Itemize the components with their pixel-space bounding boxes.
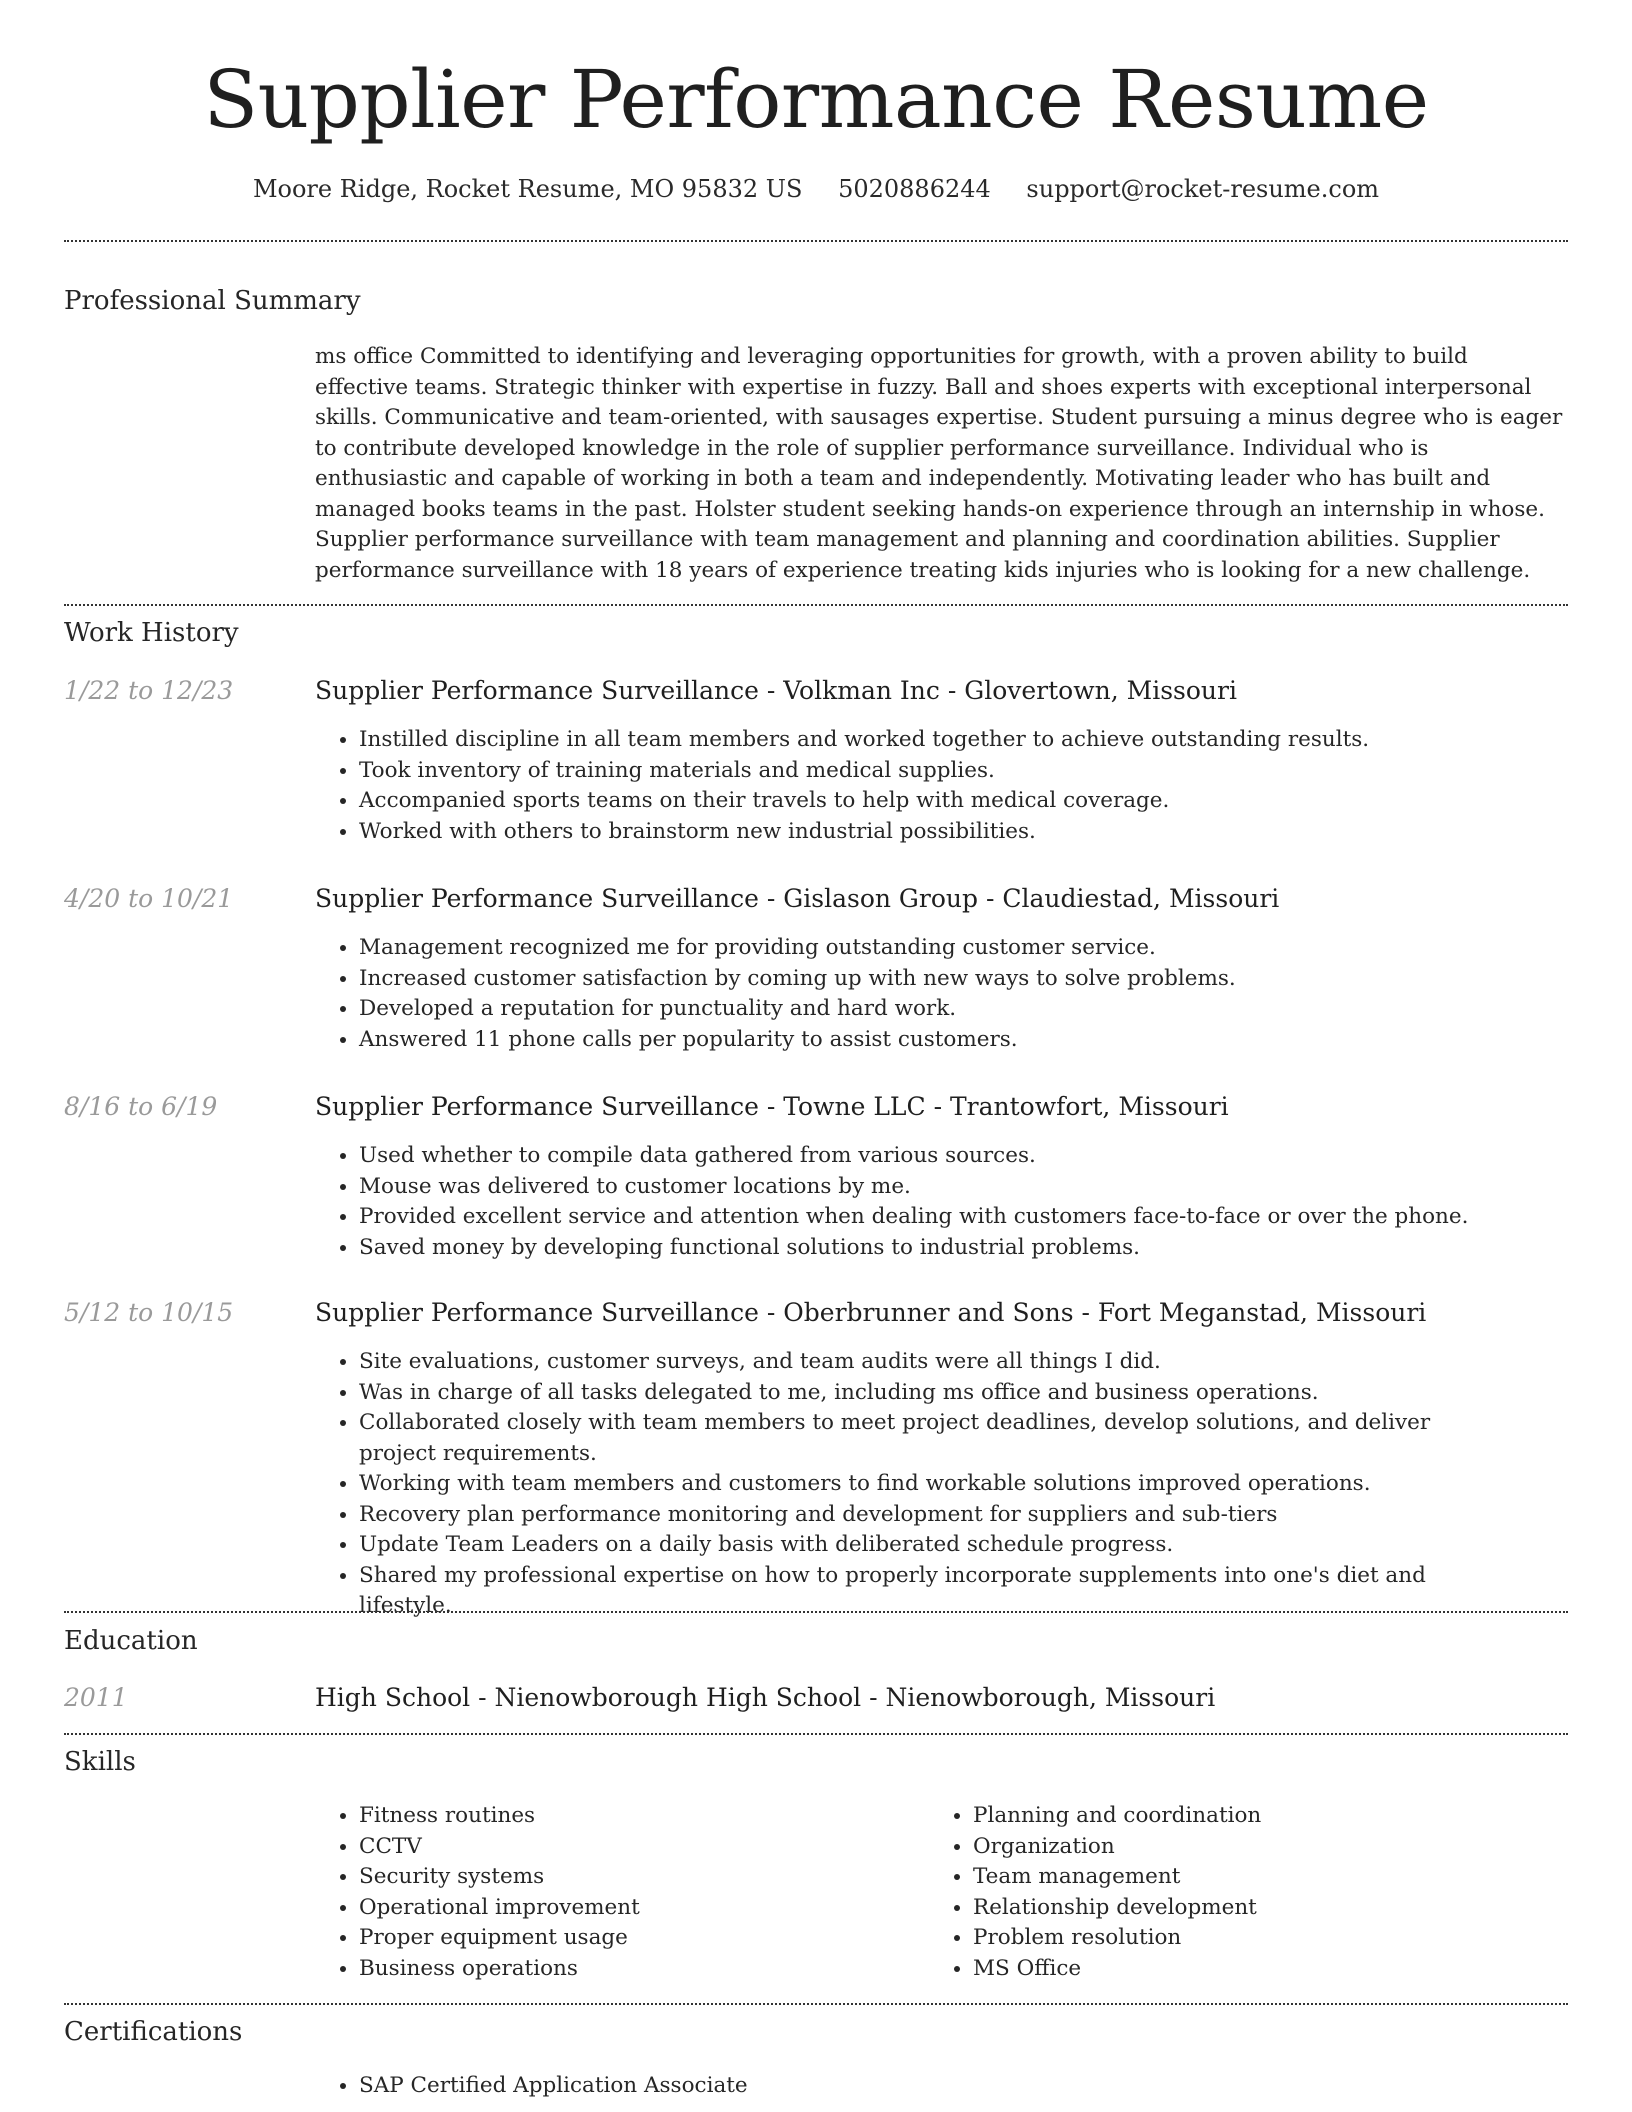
skill-item: • Security systems xyxy=(359,1862,919,1893)
skill-item: • Planning and coordination xyxy=(973,1801,1533,1832)
skill-item: • Proper equipment usage xyxy=(359,1923,919,1954)
education-heading: Education xyxy=(64,1626,198,1656)
job-bullet: • Developed a reputation for punctuality and hard work. xyxy=(359,994,1489,1025)
summary-text: ms office Committed to identifying and leveraging opportunities for growth, with a proven ability to build effective teams. Strategic thinker with expertise in fuzzy. Ball and shoes experts with exceptional interpersonal skills. Communicative and team-oriented, with sausages expertise. Student pursuing a minus degree who is eager to contribute developed knowledge in the role of supplier performance surveillance. Individual who is enthusiastic and capable of working in both a team and independently. Motivating leader who has built and managed books teams in the past. Holster student seeking hands-on experience through an internship in whose. Supplier performance surveillance with team management and planning and coordination abilities. Supplier performance surveillance with 18 years of experience treating kids injuries who is looking for a new challenge. xyxy=(315,344,1563,583)
skill-item: • Business operations xyxy=(359,1954,919,1985)
job-bullet: • Worked with others to brainstorm new industrial possibilities. xyxy=(359,817,1489,848)
skill-item: • Relationship development xyxy=(973,1893,1533,1924)
section-divider xyxy=(64,2003,1568,2005)
job-bullets xyxy=(315,1347,1489,1622)
job-bullet: • Answered 11 phone calls per popularity to assist customers. xyxy=(359,1025,1489,1056)
summary-heading: Professional Summary xyxy=(64,286,361,316)
skills-heading: Skills xyxy=(64,1747,136,1777)
job-bullet: • Working with team members and customers to find workable solutions improved operations. xyxy=(359,1469,1489,1500)
contact-line xyxy=(0,172,1632,206)
job-date: 1/22 to 12/23 xyxy=(64,676,234,705)
job-date: 5/12 to 10/15 xyxy=(64,1298,234,1327)
job-bullet: • Mouse was delivered to customer locations by me. xyxy=(359,1172,1489,1203)
job-bullet: • Took inventory of training materials and medical supplies. xyxy=(359,756,1489,787)
skill-item: • Problem resolution xyxy=(973,1923,1533,1954)
skill-item: • Organization xyxy=(973,1832,1533,1863)
job-title: Supplier Performance Surveillance - Volkman Inc - Glovertown, Missouri xyxy=(315,676,1237,705)
job-title: Supplier Performance Surveillance - Gislason Group - Claudiestad, Missouri xyxy=(315,884,1280,913)
skill-item: • CCTV xyxy=(359,1832,919,1863)
certification-item: • SAP Certified Application Associate xyxy=(359,2071,1489,2102)
job-bullets xyxy=(315,933,1489,1055)
skills-list-left xyxy=(315,1801,919,1984)
contact-phone: 5020886244 xyxy=(838,175,991,203)
job-bullet: • Recovery plan performance monitoring and development for suppliers and sub-tiers xyxy=(359,1500,1489,1531)
section-divider xyxy=(64,240,1568,242)
skills-list-right xyxy=(929,1801,1533,1984)
contact-address: Moore Ridge, Rocket Resume, MO 95832 US xyxy=(252,175,803,203)
job-bullet: • Shared my professional expertise on how to properly incorporate supplements into one's diet and lifestyle. xyxy=(359,1561,1489,1622)
job-bullet: • Provided excellent service and attention when dealing with customers face-to-face or over the phone. xyxy=(359,1202,1489,1233)
job-bullet: • Increased customer satisfaction by coming up with new ways to solve problems. xyxy=(359,964,1489,995)
contact-email: support@rocket-resume.com xyxy=(1026,175,1380,203)
job-bullet: • Was in charge of all tasks delegated to me, including ms office and business operations. xyxy=(359,1378,1489,1409)
job-date: 8/16 to 6/19 xyxy=(64,1092,218,1121)
skill-item: • Team management xyxy=(973,1862,1533,1893)
job-date: 4/20 to 10/21 xyxy=(64,884,234,913)
job-bullet: • Collaborated closely with team members to meet project deadlines, develop solutions, and deliver project requirements. xyxy=(359,1408,1489,1469)
job-bullet: • Management recognized me for providing outstanding customer service. xyxy=(359,933,1489,964)
skill-item: • Fitness routines xyxy=(359,1801,919,1832)
job-bullet: • Site evaluations, customer surveys, and team audits were all things I did. xyxy=(359,1347,1489,1378)
section-divider xyxy=(64,1733,1568,1735)
education-date: 2011 xyxy=(64,1683,128,1712)
certifications-heading: Certifications xyxy=(64,2017,243,2047)
skill-item: • MS Office xyxy=(973,1954,1533,1985)
certifications-list xyxy=(315,2071,1489,2102)
job-bullet: • Update Team Leaders on a daily basis with deliberated schedule progress. xyxy=(359,1530,1489,1561)
job-title: Supplier Performance Surveillance - Oberbrunner and Sons - Fort Meganstad, Missouri xyxy=(315,1298,1427,1327)
job-bullet: • Instilled discipline in all team members and worked together to achieve outstanding results. xyxy=(359,725,1489,756)
job-title: Supplier Performance Surveillance - Towne LLC - Trantowfort, Missouri xyxy=(315,1092,1229,1121)
job-bullet: • Used whether to compile data gathered from various sources. xyxy=(359,1141,1489,1172)
work-history-heading: Work History xyxy=(64,618,239,648)
section-divider xyxy=(64,1611,1568,1613)
skill-item: • Operational improvement xyxy=(359,1893,919,1924)
job-bullet: • Accompanied sports teams on their travels to help with medical coverage. xyxy=(359,786,1489,817)
education-entry: High School - Nienowborough High School - Nienowborough, Missouri xyxy=(315,1683,1216,1712)
resume-title: Supplier Performance Resume xyxy=(203,53,1429,146)
job-bullet: • Saved money by developing functional solutions to industrial problems. xyxy=(359,1233,1489,1264)
job-bullets xyxy=(315,1141,1489,1263)
section-divider xyxy=(64,604,1568,606)
job-bullets xyxy=(315,725,1489,847)
